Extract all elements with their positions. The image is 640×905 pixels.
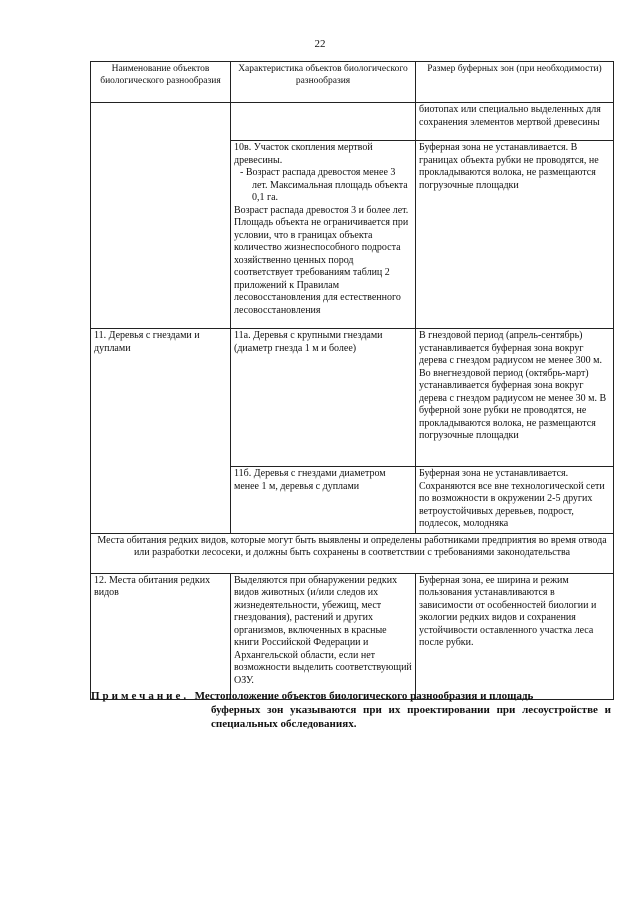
cell-object-12: 12. Места обитания редких видов (91, 573, 231, 699)
table-row (91, 573, 614, 699)
cell-characteristics-11b: 11б. Деревья с гнездами диаметром менее 1 м, деревья с дуплами (231, 467, 416, 534)
cell-empty (91, 103, 231, 329)
header-objects-characteristics: Характеристика объектов биологического разнообразия (231, 62, 416, 103)
row-10v-rest: Возраст распада древостоя 3 и более лет. Площадь объекта не ограничивается при условии, что в границах объекта количество жизнеспособного подроста хозяйственно ценных пород соответствует требованиям таблиц 2 приложений к Правилам лесовосстановления для естественного лесовосстановления (234, 204, 409, 316)
table-row (91, 533, 614, 573)
cell-characteristics-10v (231, 141, 416, 329)
cell-object-11: 11. Деревья с гнездами и дуплами (91, 329, 231, 534)
biodiversity-table (90, 61, 614, 700)
table-header-row (91, 62, 614, 103)
cell-characteristics-12: Выделяются при обнаружении редких видов животных (и/или следов их жизнедеятельности, убежищ, мест гнездования), растений и других организмов, включенных в красные книги Российской Федерации и Архангельской области, если нет возможности выделить соответствующий ОЗУ. (231, 573, 416, 699)
cell-buffer-11b: Буферная зона не устанавливается. Сохраняются все вне технологической сети по возможности в окружении 2-5 других ветроустойчивых деревьев, подрост, подлесок, молодняка (416, 467, 614, 534)
header-buffer-zone-size: Размер буферных зон (при необходимости) (416, 62, 614, 103)
cell-buffer-continued: биотопах или специально выделенных для сохранения элементов мертвой древесины (416, 103, 614, 141)
cell-buffer-10v: Буферная зона не устанавливается. В границах объекта рубки не проводятся, не прокладываются волока, не размещаются погрузочные площадки (416, 141, 614, 329)
cell-empty (231, 103, 416, 141)
cell-buffer-11a: В гнездовой период (апрель-сентябрь) устанавливается буферная зона вокруг дерева с гнездом радиусом не менее 300 м. Во внегнездовой период (октябрь-март) устанавливается буферная зона вокруг дерева с гнездом радиусом не менее 30 м. В буферной зоне рубки не проводятся, не прокладываются волока, не размещаются погрузочные площадки (416, 329, 614, 467)
row-10v-title: 10в. Участок скопления мертвой древесины. (234, 142, 373, 166)
table-row (91, 329, 614, 467)
rare-species-section-row: Места обитания редких видов, которые могут быть выявлены и определены работниками предприятия во время отвода или разработки лесосеки, и должны быть сохранены в соответствии с требованиями законодательства (91, 533, 614, 573)
footnote (91, 689, 611, 731)
cell-characteristics-11a: 11а. Деревья с крупными гнездами (диаметр гнезда 1 м и более) (231, 329, 416, 467)
note-text-1: Местоположение объектов биологического разнообразия и площадь (194, 690, 534, 702)
row-10v-bullet: - Возраст распада древостоя менее 3 лет. Максимальная площадь объекта 0,1 га. (240, 167, 408, 203)
cell-buffer-12: Буферная зона, ее ширина и режим пользования устанавливаются в зависимости от особенностей биологии и экологии редких видов и сохранения устойчивости оставленного участка леса после рубки. (416, 573, 614, 699)
header-objects-name: Наименование объектов биологического разнообразия (91, 62, 231, 103)
note-lead: Примечание. (91, 690, 190, 702)
note-text-2: буферных зон указываются при их проектировании при лесоустройстве и специальных обследованиях. (211, 704, 611, 730)
page-number: 22 (314, 38, 326, 50)
table-row (91, 103, 614, 141)
